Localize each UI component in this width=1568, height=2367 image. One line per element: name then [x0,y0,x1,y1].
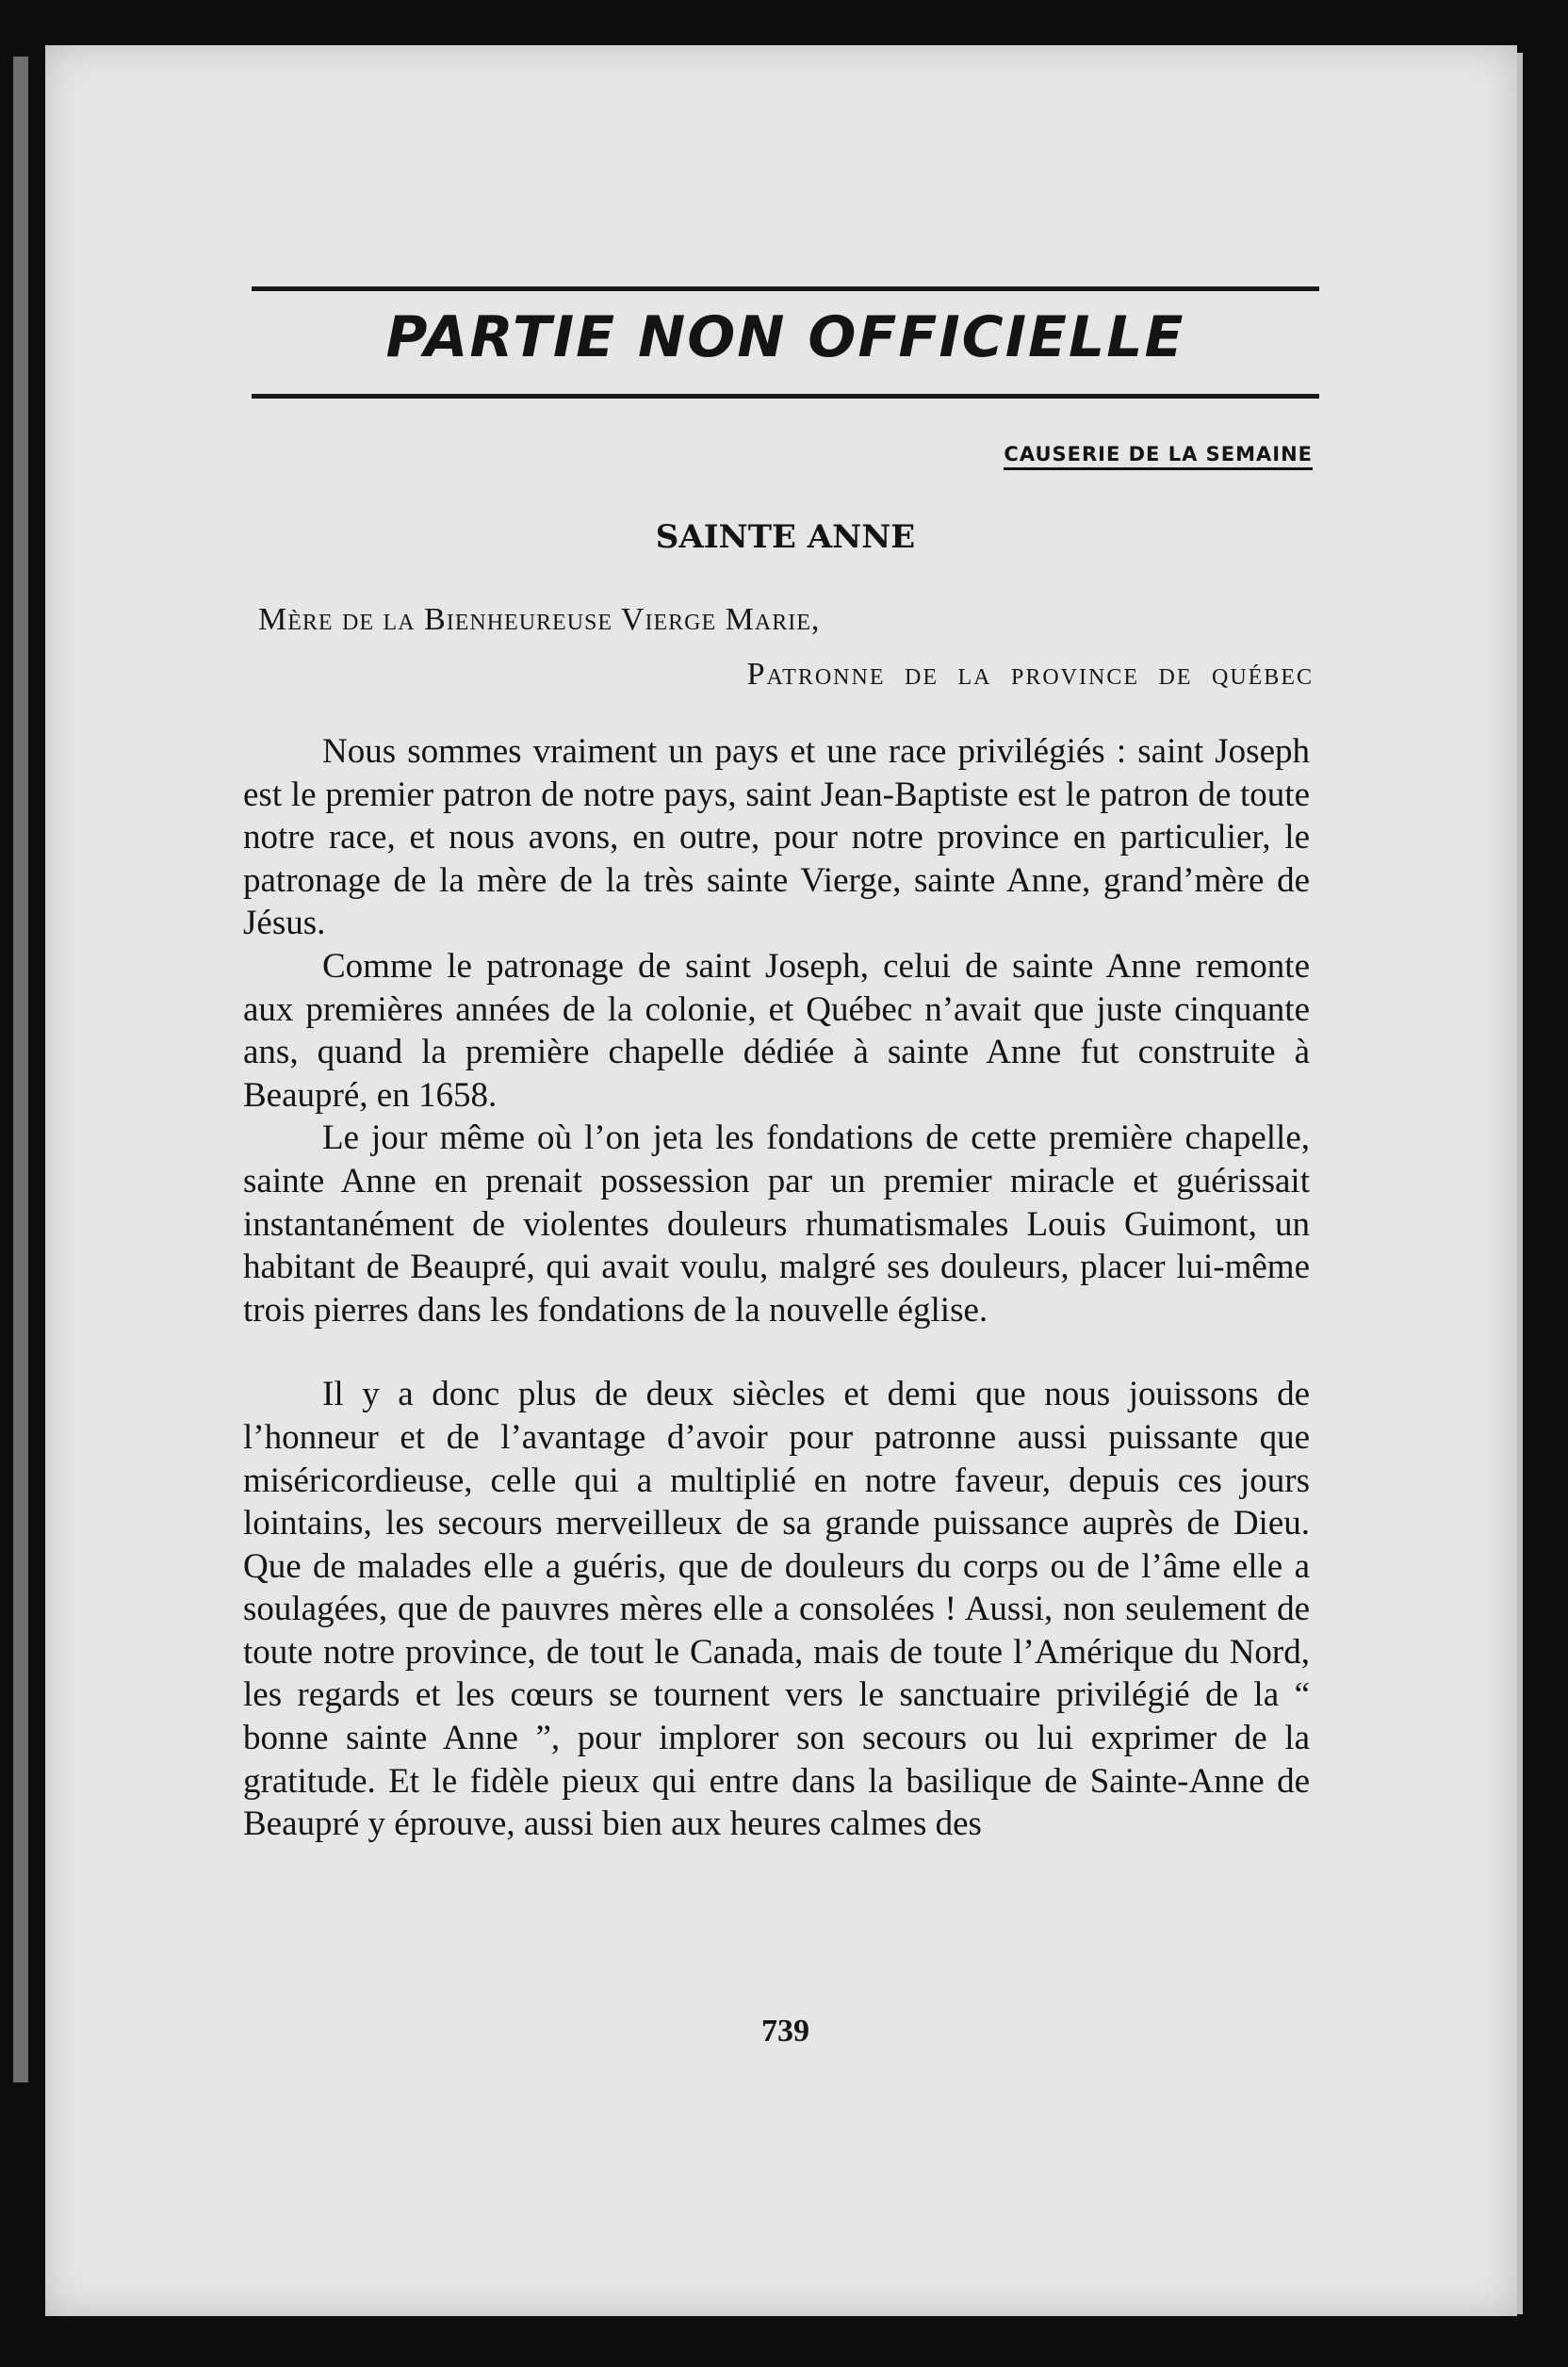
section-header-title: PARTIE NON OFFICIELLE [385,304,1185,370]
paragraph: Le jour même où l’on jeta les fondations de cette première chapelle, sainte Anne en prenait possession par un premier miracle et guérissait instantanément de violentes douleurs rhumatismales Louis Guimont, un habitant de Beaupré, qui avait voulu, malgré ses douleurs, placer lui-même trois pierres dans les fondations de la nouvelle église. [243,1118,1310,1330]
article-subtitle-line-1: Mère de la Bienheureuse Vierge Marie, [258,602,821,637]
adjacent-page-edge [13,57,28,2082]
section-label: CAUSERIE DE LA SEMAINE [1004,441,1313,470]
article-subtitle-line-2: Patronne de la province de québec [746,657,1314,692]
paragraph: Nous sommes vraiment un pays et une race privilégiés : saint Joseph est le premier patron de notre pays, saint Jean-Baptiste est le patron de toute notre race, et nous avons, en outre, pour notre province en particulier, le patronage de la mère de la très sainte Vierge, sainte Anne, grand’mère de Jésus. [243,732,1310,943]
page-number: 739 [761,2014,809,2049]
page-right-edge [1517,53,1523,2314]
article-body [243,730,1310,1846]
paragraph: Comme le patronage de saint Joseph, celui de sainte Anne remonte aux premières années de la colonie, et Québec n’avait que juste cinquante ans, quand la première chapelle dédiée à sainte Anne fut construite à Beaupré, en 1658. [243,946,1310,1115]
header-rule-bottom [252,394,1319,399]
paragraph: Il y a donc plus de deux siècles et demi que nous jouissons de l’honneur et de l’avantage d’avoir pour patronne aussi puissante que miséricordieuse, celle qui a multiplié en notre faveur, depuis ces jours lointains, les secours merveilleux de sa grande puissance auprès de Dieu. Que de malades elle a guéris, que de douleurs du corps ou de l’âme elle a soulagées, que de pauvres mères elle a consolées ! Aussi, non seulement de toute notre province, de tout le Canada, mais de toute l’Amérique du Nord, les regards et les cœurs se tournent vers le sanctuaire privilégié de la “ bonne sainte Anne ”, pour implorer son secours ou lui exprimer de la gratitude. Et le fidèle pieux qui entre dans la basilique de Sainte-Anne de Beaupré y éprouve, aussi bien aux heures calmes des [243,1375,1310,1844]
article-title: SAINTE ANNE [655,518,916,556]
header-rule-top [252,286,1319,291]
